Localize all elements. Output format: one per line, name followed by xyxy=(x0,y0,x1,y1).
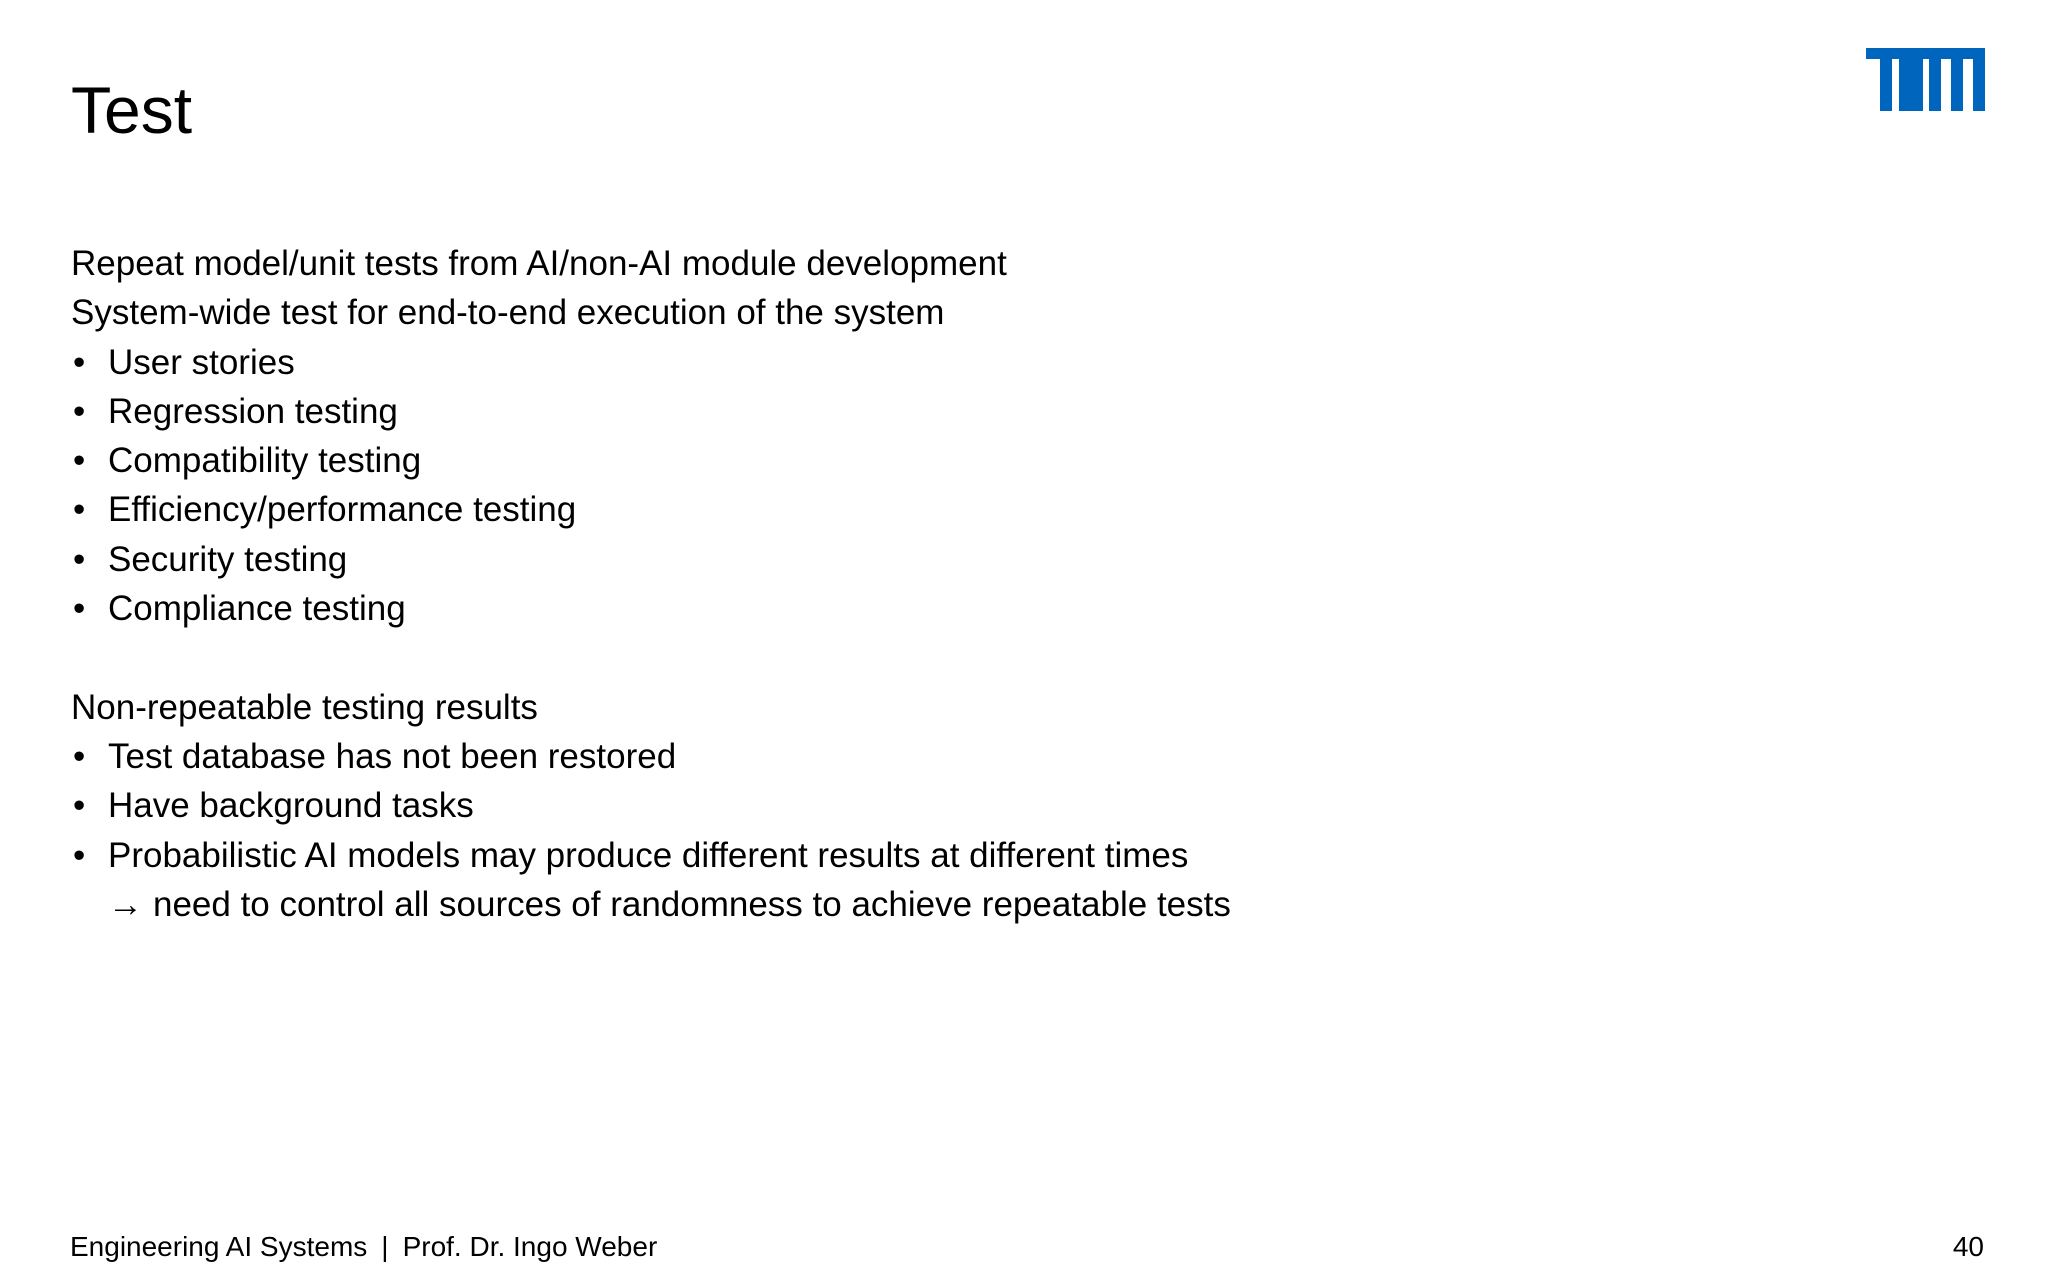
bullet-icon: • xyxy=(73,589,86,629)
footer-separator: | xyxy=(381,1231,389,1262)
bullet-text: Regression testing xyxy=(108,391,398,431)
bullet-text: Security testing xyxy=(108,539,348,579)
followup-text: need to control all sources of randomness to achieve repeatable tests xyxy=(153,884,1231,924)
page-number: 40 xyxy=(1952,1231,1984,1262)
bullet-item xyxy=(71,831,1921,880)
bullet-text: Compatibility testing xyxy=(108,441,422,481)
body-line: Non-repeatable testing results xyxy=(71,687,538,727)
bullet-item xyxy=(71,732,1921,781)
bullet-item xyxy=(71,781,1921,830)
followup-line xyxy=(71,880,1921,929)
arrow-right-icon: → xyxy=(108,884,143,924)
bullet-text: Compliance testing xyxy=(108,589,406,629)
bullet-icon: • xyxy=(73,786,86,826)
bullet-icon: • xyxy=(73,835,86,875)
bullet-text: User stories xyxy=(108,342,295,382)
bullet-item xyxy=(71,436,1921,485)
bullet-item xyxy=(71,338,1921,387)
footer xyxy=(70,1230,657,1264)
bullet-icon: • xyxy=(73,441,86,481)
bullet-icon: • xyxy=(73,539,86,579)
bullet-text: Probabilistic AI models may produce different results at different times xyxy=(108,835,1189,875)
bullet-item xyxy=(71,485,1921,534)
body-line: System-wide test for end-to-end execution of the system xyxy=(71,293,945,333)
slide-title: Test xyxy=(71,73,193,147)
slide-body xyxy=(71,239,1921,929)
bullet-item xyxy=(71,387,1921,436)
bullet-icon: • xyxy=(73,342,86,382)
bullet-text: Have background tasks xyxy=(108,786,474,826)
bullet-icon: • xyxy=(73,391,86,431)
section-spacer xyxy=(71,633,1921,682)
bullet-text: Efficiency/performance testing xyxy=(108,490,577,530)
bullet-text: Test database has not been restored xyxy=(108,736,677,776)
bullet-item xyxy=(71,584,1921,633)
footer-author: Prof. Dr. Ingo Weber xyxy=(402,1231,658,1262)
footer-course: Engineering AI Systems xyxy=(70,1231,368,1262)
bullet-icon: • xyxy=(73,736,86,776)
bullet-item xyxy=(71,535,1921,584)
bullet-icon: • xyxy=(73,490,86,530)
body-line: Repeat model/unit tests from AI/non-AI module development xyxy=(71,244,1007,283)
tum-logo-icon xyxy=(1866,48,1985,111)
